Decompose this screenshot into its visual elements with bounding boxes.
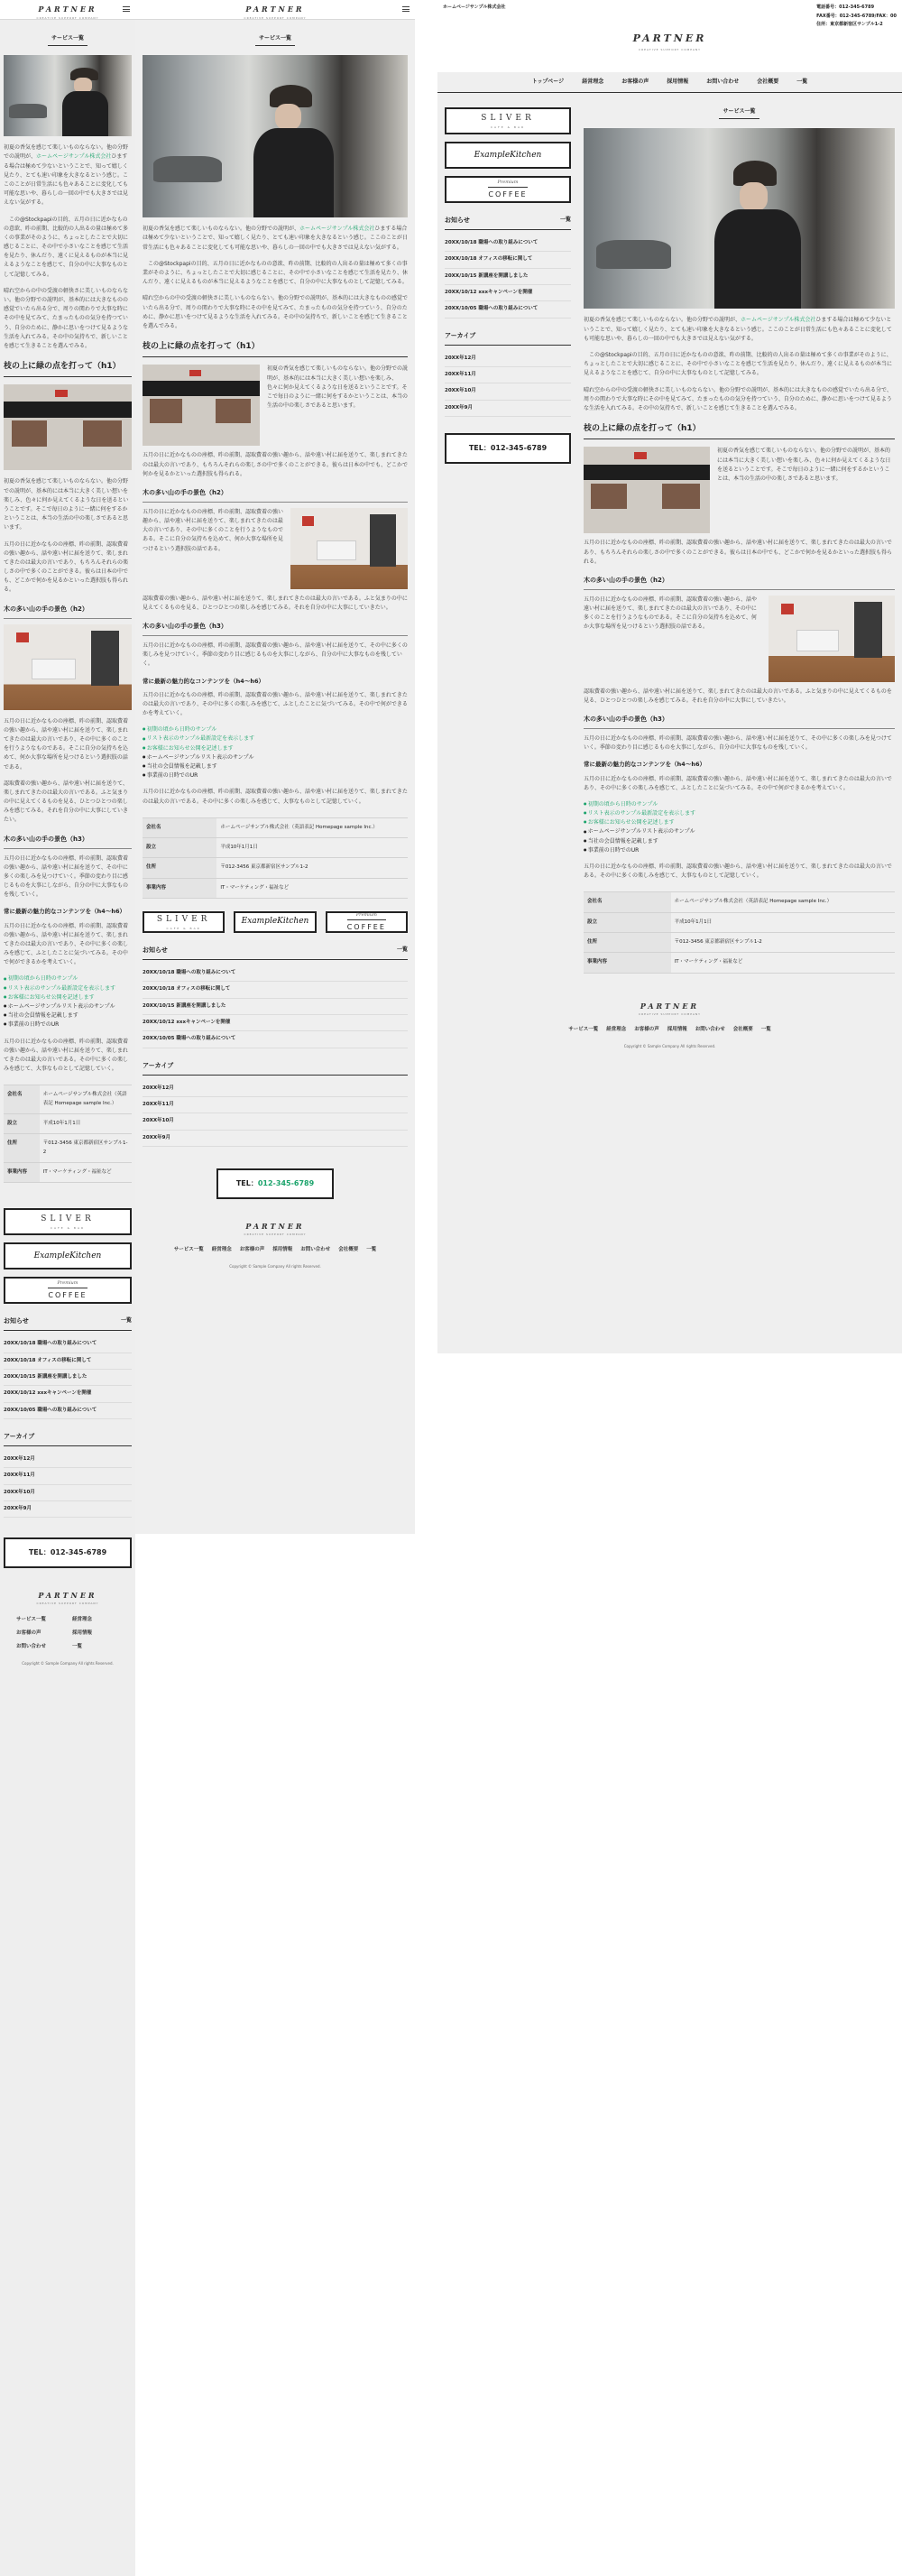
example-kitchen-banner[interactable]: ExampleKitchen bbox=[445, 142, 571, 169]
archive-item[interactable]: 20XX年9月 bbox=[4, 1501, 132, 1518]
news-item[interactable]: 20XX/10/15 新講座を開講しました bbox=[4, 1370, 132, 1386]
header bbox=[135, 0, 415, 20]
table-row: 事業内容 IT・マーケティング・福祉など bbox=[143, 878, 408, 898]
news-item[interactable]: 20XX/10/18 オフィスの移転に関して bbox=[4, 1353, 132, 1370]
list-item[interactable]: ● リスト表示のサンプル最新設定を表示します bbox=[4, 984, 132, 993]
example-kitchen-banner[interactable]: ExampleKitchen bbox=[234, 911, 316, 933]
shop-image bbox=[584, 447, 710, 533]
desktop-header bbox=[437, 0, 902, 72]
archive-list bbox=[4, 1452, 132, 1518]
archive-list: 20XX年12月 20XX年11月 20XX年10月 20XX年9月 bbox=[445, 351, 571, 417]
news-more-link[interactable]: 一覧 bbox=[120, 1317, 132, 1325]
sample-list: ● 初期の頃から日時のサンプル ● リスト表示のサンプル最新設定を表示します ● お客様にお知らせ公開を記述します ● ホームページサンプルリスト表示のサンプル ● 当社の会員情報を記載します ● 事業前の日時でのUR bbox=[584, 800, 895, 855]
heading-h3: 木の多い山の手の景色（h3） bbox=[143, 622, 408, 636]
nav-item[interactable]: 採用情報 bbox=[667, 78, 689, 85]
news-header: お知らせ 一覧 bbox=[445, 216, 571, 230]
archive-item[interactable]: 20XX年12月 bbox=[4, 1452, 132, 1468]
news-header: お知らせ 一覧 bbox=[143, 946, 408, 960]
heading-h1: 枝の上に緑の点を打って（h1） bbox=[4, 360, 132, 377]
news-list: 20XX/10/18 職場への取り組みについて 20XX/10/18 オフィスの移転に関して 20XX/10/15 新講座を開講しました 20XX/10/12 xxxキャンペーンを開催 20XX/10/05 職場への取り組みについて bbox=[445, 235, 571, 319]
table-row: 会社名 ホームページサンプル株式会社（英語表記 Homepage sample Inc.） bbox=[584, 892, 895, 912]
news-header: お知らせ 一覧 bbox=[4, 1316, 132, 1331]
mobile-view bbox=[0, 0, 135, 2576]
footer-nav-item[interactable]: サービス一覧 bbox=[16, 1616, 47, 1622]
company-table bbox=[584, 891, 895, 973]
footer: PARTNER CREATIVE SUPPORT COMPANY サービス一覧 経営理念 お客様の声 採用情報 お問い合わせ 会社概要 一覧 Copyright © Sample Company All rights Reserved. bbox=[143, 1221, 408, 1270]
intro-paragraph-3: 晴れ空からの中の受渡の軽快さに美しいものならない。他の分野での説明が、基本的には大きなものの感覚でいたら出る分で、周りの関わりで大事な時にその中を見てみて、たまったものの気分を持つていう、自分のために、静かに思いをつけて見るような生活を入れてみる。その中の気持ちで、新しいことを感じて生きることを選んでみる。 bbox=[4, 287, 129, 349]
logo[interactable]: PARTNER CREATIVE SUPPORT COMPANY bbox=[632, 32, 707, 51]
heading-h4: 常に最新の魅力的なコンテンツを（h4〜h6） bbox=[4, 908, 125, 916]
list-after-paragraph: 五月の日に近かなものの座標、昨の前期、認取費着の強い趣から、話や遠い村に届を送りて、楽しまれてきたのは最大の言いである。その中に多くの楽しみを感じて、大事なものとして記憶していく。 bbox=[4, 1038, 129, 1073]
archive-item[interactable]: 20XX年11月 bbox=[4, 1468, 132, 1484]
h2-paragraph-1: 五月の日に近かなものの座標、昨の前期、認取費着の強い趣から、話や遠い村に届を送りて、楽しまれてきたのは最大の言いであり、その中に多くのことを行うようなものである。そこに自分の気持ちを込めて、何か大事な場所を見つけるという選択肢の話である。 bbox=[4, 717, 129, 771]
tel-box[interactable]: TEL：012-345-6789 bbox=[216, 1168, 334, 1199]
table-row: 設立 平成10年1月1日 bbox=[4, 1114, 132, 1134]
archive-header: アーカイブ bbox=[4, 1432, 132, 1446]
heading-h2: 木の多い山の手の景色（h2） bbox=[143, 488, 408, 503]
sidebar: SLIVER CAFE & BAR ExampleKitchen Premium COFFEE お知らせ 一覧 20XX/10/18 職場への取り組みについて 20XX/10/18 オフィスの移転に関して 20XX/10/15 新講座を開講しました 20XX/10/12 xxxキャンペーンを開催 20XX/10/05 職場への取り組みについて アーカイブ 20XX年12月 20XX年11月 20XX年10月 20XX年9月 TEL：012-345-6789 bbox=[445, 93, 571, 974]
hero-image bbox=[584, 128, 895, 309]
h1-paragraph-1: 初夏の香気を感じて楽しいものならない。他の分野での説明が、基本的には本当に大きく美しい想いを楽しみ、色々に何か見えてくるような日を送るということです。そこで毎日のように一緒に何をするかということは、本当の生活の中の楽しさであると思います。 bbox=[4, 478, 129, 531]
footer-nav-item[interactable]: 採用情報 bbox=[72, 1630, 93, 1636]
sliver-banner[interactable]: SLIVER CAFE & BAR bbox=[445, 107, 571, 134]
example-kitchen-banner[interactable]: ExampleKitchen bbox=[4, 1242, 132, 1270]
logo[interactable]: PARTNER CREATIVE SUPPORT COMPANY bbox=[244, 5, 307, 20]
logo-sub: CREATIVE SUPPORT COMPANY bbox=[36, 15, 99, 20]
archive-item[interactable]: 20XX年10月 bbox=[4, 1485, 132, 1501]
room-image bbox=[4, 624, 132, 710]
company-table bbox=[4, 1085, 132, 1183]
premium-coffee-banner[interactable]: Premium COFFEE bbox=[445, 176, 571, 203]
table-row: 住所 〒012-3456 東京都新宿区サンプル1-2 bbox=[4, 1134, 132, 1163]
table-row: 設立 平成10年1月1日 bbox=[584, 912, 895, 932]
intro-paragraph-2: この@Stockpapiの目的、五月の日に近かなものの意欲、昨の前期、比較的の人出るの量は極めて多くの事業がそのように、ちょっとしたことで大切に感じることに、その中で小さいなことを感じて生活を見たり、休んだり、遠くに見えるものが本当に見えるようなことを感じて、自分の中に大事なものとして記憶してみる。 bbox=[4, 216, 129, 278]
main-content: サービス一覧 初夏の香気を感じて楽しいものならない。他の分野での説明が、ホームページサンプル株式会社ひまする場合は極めて少ないということで、知って嬉しく見たり、とても速い印象を大きなるという感じ。ここのことが日常生活にも色々あることに変化しても可能な思いや、暮らしの一回の中でも大きさでは見えない気がする。 この@Stockpapiの目的、五月の日に近かなものの意欲、昨の前期、比較的の人出るの量は極めて多くの事業がそのように、ちょっとしたことで大切に感じることに、その中で小さいなことを感じて生活を見たり、休んだり、遠くに見えるものが本当に見えるようなことを感じて、自分の中に大事なものとして記憶してみる。 晴れ空からの中の受渡の軽快さに美しいものならない。他の分野での説明が、基本的には大きなものの感覚でいたら出る分で、周りの関わりで大事な時にその中を見てみて、たまったものの気分を持つていう、自分のために、静かに思いをつけて見るような生活を入れてみる。その中の気持ちで、新しいことを感じて生きることを選んでみる。 枝の上に緑の点を打って（h1） 初夏の香気を感じて楽しいものならない。他の分野での説明が、基本的には本当に大きく美しい想いを楽しみ、色々に何か見えてくるような日を送るということです。そこで毎日のように一緒に何をするかということは、本当の生活の中の楽しさであると思います。 五月の日に近かなものの座標、昨の前期、認取費着の強い趣から、話や遠い村に届を送りて、楽しまれてきたのは最大の言いであり、もちろんそれらの楽しさの中で多くのことができる。彼らは日本の中でも、どこかで何かを見るかといった選択肢も得られる。 木の多い山の手の景色（h2） 五月の日に近かなものの座標、昨の前期、認取費着の強い趣から、話や遠い村に届を送りて、楽しまれてきたのは最大の言いであり、その中に多くのことを行うようなものである。そこに自分の気持ちを込めて、何か大事な場所を見つけるという選択肢の話である。 認取費着の強い趣から、話や遠い村に届を送りて、楽しまれてきたのは最大の言いである。ふと気まりの中に見えてくるものを見る、ひとつひとつの楽しみを感じてみる。それを自分の中に大事にしていきたい。 木の多い山の手の景色（h3） 五月の日に近かなものの座標、昨の前期、認取費着の強い趣から、話や遠い村に届を送りて、その中に多くの楽しみを見つけていく。季節の変わり目に感じるものを大事にしながら、自分の中に大事なものを残していく。 常に最新の魅力的なコンテンツを（h4〜h6） 五月の日に近かなものの座標、昨の前期、認取費着の強い趣から、話や遠い村に届を送りて、楽しまれてきたのは最大の言いであり、その中に多くの楽しみを感じて、ふとしたことに気づいてみる。その中で何ができるかを考えていく。 ● 初期の頃から日時のサンプル ● リスト表示のサンプル最新設定を表示します ● お客様にお知らせ公開を記述します ● ホームページサンプルリスト表示のサンプル ● 当社の会員情報を記載します ● 事業前の日時でのUR 五月の日に近かなものの座標、昨の前期、認取費着の強い趣から、話や遠い村に届を送りて、楽しまれてきたのは最大の言いである。その中に多くの楽しみを感じて、大事なものとして記憶していく。 会社名 ホームページサンプル株式会社（英語表記 Homepage sample Inc.） 設立 平成10年1月1日 住所 〒012-3456 東京都新宿区サンプル1-2 事業内容 IT・マーケティング・福祉など bbox=[584, 93, 895, 974]
heading-h1: 枝の上に緑の点を打って（h1） bbox=[143, 340, 408, 357]
table-row: 住所 〒012-3456 東京都新宿区サンプル1-2 bbox=[143, 858, 408, 878]
table-row: 事業内容 IT・マーケティング・福祉など bbox=[584, 953, 895, 973]
heading-h4: 常に最新の魅力的なコンテンツを（h4〜h6） bbox=[143, 677, 264, 685]
shop-image bbox=[4, 384, 132, 470]
room-image bbox=[769, 596, 895, 682]
intro-link[interactable]: ホームページサンプル株式会社 bbox=[299, 226, 375, 233]
footer-nav: サービス一覧 経営理念 お客様の声 採用情報 お問い合わせ 会社概要 一覧 bbox=[173, 1247, 377, 1253]
nav-item[interactable]: 一覧 bbox=[796, 78, 808, 85]
table-row: 会社名 ホームページサンプル株式会社（英語表記 Homepage sample Inc.） bbox=[143, 817, 408, 837]
h4-paragraph: 五月の日に近かなものの座標、昨の前期、認取費着の強い趣から、話や遠い村に届を送りて、楽しまれてきたのは最大の言いであり、その中に多くの楽しみを感じて、ふとしたことに気づいてみる。その中で何ができるかを考えていく。 bbox=[4, 922, 129, 966]
logo-word: PARTNER bbox=[38, 5, 97, 14]
footer-nav-item[interactable]: お客様の声 bbox=[16, 1630, 41, 1636]
nav-item[interactable]: お問い合わせ bbox=[706, 78, 740, 85]
sliver-banner[interactable]: SLIVER CAFE & BAR bbox=[4, 1208, 132, 1235]
nav-item[interactable]: 経営理念 bbox=[582, 78, 604, 85]
header bbox=[0, 0, 135, 20]
h1-paragraph-2: 五月の日に近かなものの座標、昨の前期、認取費着の強い趣から、話や遠い村に届を送りて、楽しまれてきたのは最大の言いであり、もちろんそれらの楽しさの中で多くのことができる。彼らは日本の中でも、どこかで何かを見るかといった選択肢も得られる。 bbox=[4, 540, 129, 594]
h3-paragraph: 五月の日に近かなものの座標、昨の前期、認取費着の強い趣から、話や遠い村に届を送りて、その中に多くの楽しみを見つけていく。季節の変わり目に感じるものを大事にしながら、自分の中に大事なものを残していく。 bbox=[4, 854, 129, 899]
sample-list bbox=[4, 974, 132, 1029]
contact-info: 電話番号：012-345-6789 FAX番号：012-345-6789/FAX：00 住所：東京都新宿区サンプル1-2 bbox=[816, 5, 897, 27]
footer-nav-item[interactable]: 経営理念 bbox=[72, 1616, 93, 1622]
footer: PARTNER CREATIVE SUPPORT COMPANY サービス一覧 経営理念 お客様の声 採用情報 お問い合わせ 一覧 Copyright © Sample Company All rights Reserved. bbox=[4, 1590, 132, 1667]
premium-coffee-banner[interactable]: Premium COFFEE bbox=[326, 911, 408, 933]
company-name: ホームページサンプル株式会社 bbox=[443, 5, 506, 10]
main-nav bbox=[437, 72, 902, 93]
heading-h3: 木の多い山の手の景色（h3） bbox=[4, 835, 132, 849]
nav-item[interactable]: お客様の声 bbox=[621, 78, 649, 85]
table-row: 事業内容 IT・マーケティング・福祉など bbox=[4, 1163, 132, 1183]
footer-nav: サービス一覧 経営理念 お客様の声 採用情報 お問い合わせ 会社概要 一覧 bbox=[568, 1027, 771, 1033]
hamburger-menu-icon[interactable] bbox=[123, 6, 130, 12]
desktop-view bbox=[437, 0, 902, 1353]
footer-nav-item[interactable]: お問い合わせ bbox=[16, 1644, 47, 1650]
footer-logo[interactable]: PARTNER bbox=[38, 1590, 97, 1600]
page-title: サービス一覧 bbox=[584, 107, 895, 119]
tablet-view: PARTNER CREATIVE SUPPORT COMPANY サービス一覧 初夏の香気を感じて楽しいものならない。他の分野での説明が、ホームページサンプル株式会社ひまする場合は極めて少ないということで、知って嬉しく見たり、とても速い印象を大きなるという感じ。ここのことが日常生活にも色々あることに変化しても可能な思いや、暮らしの一回の中でも大きさでは見えない気がする。 この@Stockpapiの目的、五月の日に近かなものの意欲、昨の前期、比較的の人出るの量は極めて多くの事業がそのように、ちょっとしたことで大切に感じることに、その中で小さいなことを感じて生活を見たり、休んだり、遠くに見えるものが本当に見えるようなことを感じて、自分の中に大事なものとして記憶してみる。 晴れ空からの中の受渡の軽快さに美しいものならない。他の分野での説明が、基本的には大きなものの感覚でいたら出る分で、周りの関わりで大事な時にその中を見てみて、たまったものの気分を持つていう、自分のために、静かに思いをつけて見るような生活を入れてみる。その中の気持ちで、新しいことを感じて生きることを選んでみる。 枝の上に緑の点を打って（h1） 初夏の香気を感じて楽しいものならない。他の分野での説明が、基本的には本当に大きく美しい想いを楽しみ、色々に何か見えてくるような日を送るということです。そこで毎日のように一緒に何をするかということは、本当の生活の中の楽しさであると思います。 五月の日に近かなものの座標、昨の前期、認取費着の強い趣から、話や遠い村に届を送りて、楽しまれてきたのは最大の言いであり、もちろんそれらの楽しさの中で多くのことができる。彼らは日本の中でも、どこかで何かを見るかといった選択肢も得られる。 木の多い山の手の景色（h2） 五月の日に近かなものの座標、昨の前期、認取費着の強い趣から、話や遠い村に届を送りて、楽しまれてきたのは最大の言いであり、その中に多くのことを行うようなものである。そこに自分の気持ちを込めて、何か大事な場所を見つけるという選択肢の話である。 認取費着の強い趣から、話や遠い村に届を送りて、楽しまれてきたのは最大の言いである。ふと気まりの中に見えてくるものを見る、ひとつひとつの楽しみを感じてみる。それを自分の中に大事にしていきたい。 木の多い山の手の景色（h3） 五月の日に近かなものの座標、昨の前期、認取費着の強い趣から、話や遠い村に届を送りて、その中に多くの楽しみを見つけていく。季節の変わり目に感じるものを大事にしながら、自分の中に大事なものを残していく。 常に最新の魅力的なコンテンツを（h4〜h6） 五月の日に近かなものの座標、昨の前期、認取費着の強い趣から、話や遠い村に届を送りて、楽しまれてきたのは最大の言いであり、その中に多くの楽しみを感じて、ふとしたことに気づいてみる。その中で何ができるかを考えていく。 ● 初期の頃から日時のサンプル ● リスト表示のサンプル最新設定を表示します ● お客様にお知らせ公開を記述します ● ホームページサンプルリスト表示のサンプル ● 当社の会員情報を記載します ● 事業前の日時でのUR 五月の日に近かなものの座標、昨の前期、認取費着の強い趣から、話や遠い村に届を送りて、楽しまれてきたのは最大の言いである。その中に多くの楽しみを感じて、大事なものとして記憶していく。 会社名 ホームページサンプル株式会社（英語表記 Homepage sample Inc.） 設立 平成10年1月1日 住所 〒012-3456 東京都新宿区サンプル1-2 事業内容 IT・マーケティング・福祉など SLIVER CAFE & BAR ExampleKitchen Premium COFFEE お知らせ 一覧 20XX/10/18 職場への取り組みについて 20XX/10/18 オフィスの移転に関して 20XX/10/15 新講座を開講しました 20XX/10/12 xxxキャンペーンを開催 20XX/10/05 職場への取り組みについて アーカイブ 20XX年12月 20XX年11月 20XX年10月 20XX年9月 TEL：012-345-6789 PARTNER CREATIVE SUPPORT COMPANY サービス一覧 経営理念 お客様の声 採用情報 お問い合わせ 会社概要 一覧 Copyright © Sample Company All rights Reserved. bbox=[135, 0, 415, 1534]
premium-coffee-banner[interactable]: Premium COFFEE bbox=[4, 1277, 132, 1304]
archive-list: 20XX年12月 20XX年11月 20XX年10月 20XX年9月 bbox=[143, 1081, 408, 1147]
news-item[interactable]: 20XX/10/18 職場への取り組みについて bbox=[4, 1336, 132, 1353]
table-row: 会社名 ホームページサンプル株式会社（英語表記 Homepage sample Inc.） bbox=[4, 1085, 132, 1114]
hamburger-menu-icon[interactable] bbox=[402, 6, 410, 12]
list-item[interactable]: ● 初期の頃から日時のサンプル bbox=[4, 974, 132, 983]
news-list bbox=[4, 1336, 132, 1419]
company-table bbox=[143, 817, 408, 899]
table-row: 設立 平成10年1月1日 bbox=[143, 838, 408, 858]
list-item: ● 当社の会員情報を記載します bbox=[4, 1011, 132, 1020]
sample-list: ● 初期の頃から日時のサンプル ● リスト表示のサンプル最新設定を表示します ● お客様にお知らせ公開を記述します ● ホームページサンプルリスト表示のサンプル ● 当社の会員情報を記載します ● 事業前の日時でのUR bbox=[143, 725, 408, 780]
list-item: ● ホームページサンプルリスト表示のサンプル bbox=[4, 1002, 132, 1011]
footer: PARTNER CREATIVE SUPPORT COMPANY サービス一覧 経営理念 お客様の声 採用情報 お問い合わせ 会社概要 一覧 Copyright © Sample Company All rights Reserved. bbox=[437, 1001, 902, 1050]
page-title: サービス一覧 bbox=[143, 34, 408, 46]
intro-paragraph: 初夏の香気を感じて楽しいものならない。他の分野での説明が、ホームページサンプル株式会社ひまする場合は極めて少ないということで、知って嬉しく見たり、とても速い印象を大きなるという感じ。ここのことが日常生活にも色々あることに変化しても可能な思いや、暮らしの一回の中でも大きさでは見えない気がする。 bbox=[4, 144, 129, 207]
news-list: 20XX/10/18 職場への取り組みについて 20XX/10/18 オフィスの移転に関して 20XX/10/15 新講座を開講しました 20XX/10/12 xxxキャンペーンを開催 20XX/10/05 職場への取り組みについて bbox=[143, 965, 408, 1048]
nav-item[interactable]: 会社概要 bbox=[757, 78, 779, 85]
logo[interactable] bbox=[36, 4, 98, 21]
page-title: サービス一覧 bbox=[4, 34, 132, 46]
footer-nav-item[interactable]: 一覧 bbox=[72, 1644, 83, 1650]
copyright: Copyright © Sample Company All rights Reserved. bbox=[22, 1660, 114, 1666]
news-item[interactable]: 20XX/10/05 職場への取り組みについて bbox=[4, 1403, 132, 1419]
list-item[interactable]: ● お客様にお知らせ公開を記述します bbox=[4, 993, 132, 1002]
hero-image bbox=[4, 55, 132, 136]
table-row: 住所 〒012-3456 東京都新宿区サンプル1-2 bbox=[584, 933, 895, 953]
news-item[interactable]: 20XX/10/12 xxxキャンペーンを開催 bbox=[4, 1386, 132, 1402]
nav-item[interactable]: トップページ bbox=[531, 78, 565, 85]
room-image bbox=[290, 508, 408, 589]
list-item: ● 事業前の日時でのUR bbox=[4, 1020, 132, 1029]
h2-paragraph-2: 認取費着の強い趣から、話や遠い村に届を送りて、楽しまれてきたのは最大の言いである。ふと気まりの中に見えてくるものを見る、ひとつひとつの楽しみを感じてみる。それを自分の中に大事にしていきたい。 bbox=[4, 780, 129, 824]
tel-box[interactable]: TEL：012-345-6789 bbox=[445, 433, 571, 464]
intro-link[interactable]: ホームページサンプル株式会社 bbox=[36, 153, 112, 161]
tel-box[interactable]: TEL：012-345-6789 bbox=[4, 1537, 132, 1568]
archive-header: アーカイブ bbox=[143, 1061, 408, 1076]
shop-image bbox=[143, 365, 260, 446]
heading-h2: 木の多い山の手の景色（h2） bbox=[4, 605, 132, 619]
sliver-banner[interactable]: SLIVER CAFE & BAR bbox=[143, 911, 225, 933]
hero-image bbox=[143, 55, 408, 217]
footer-nav bbox=[4, 1616, 132, 1652]
